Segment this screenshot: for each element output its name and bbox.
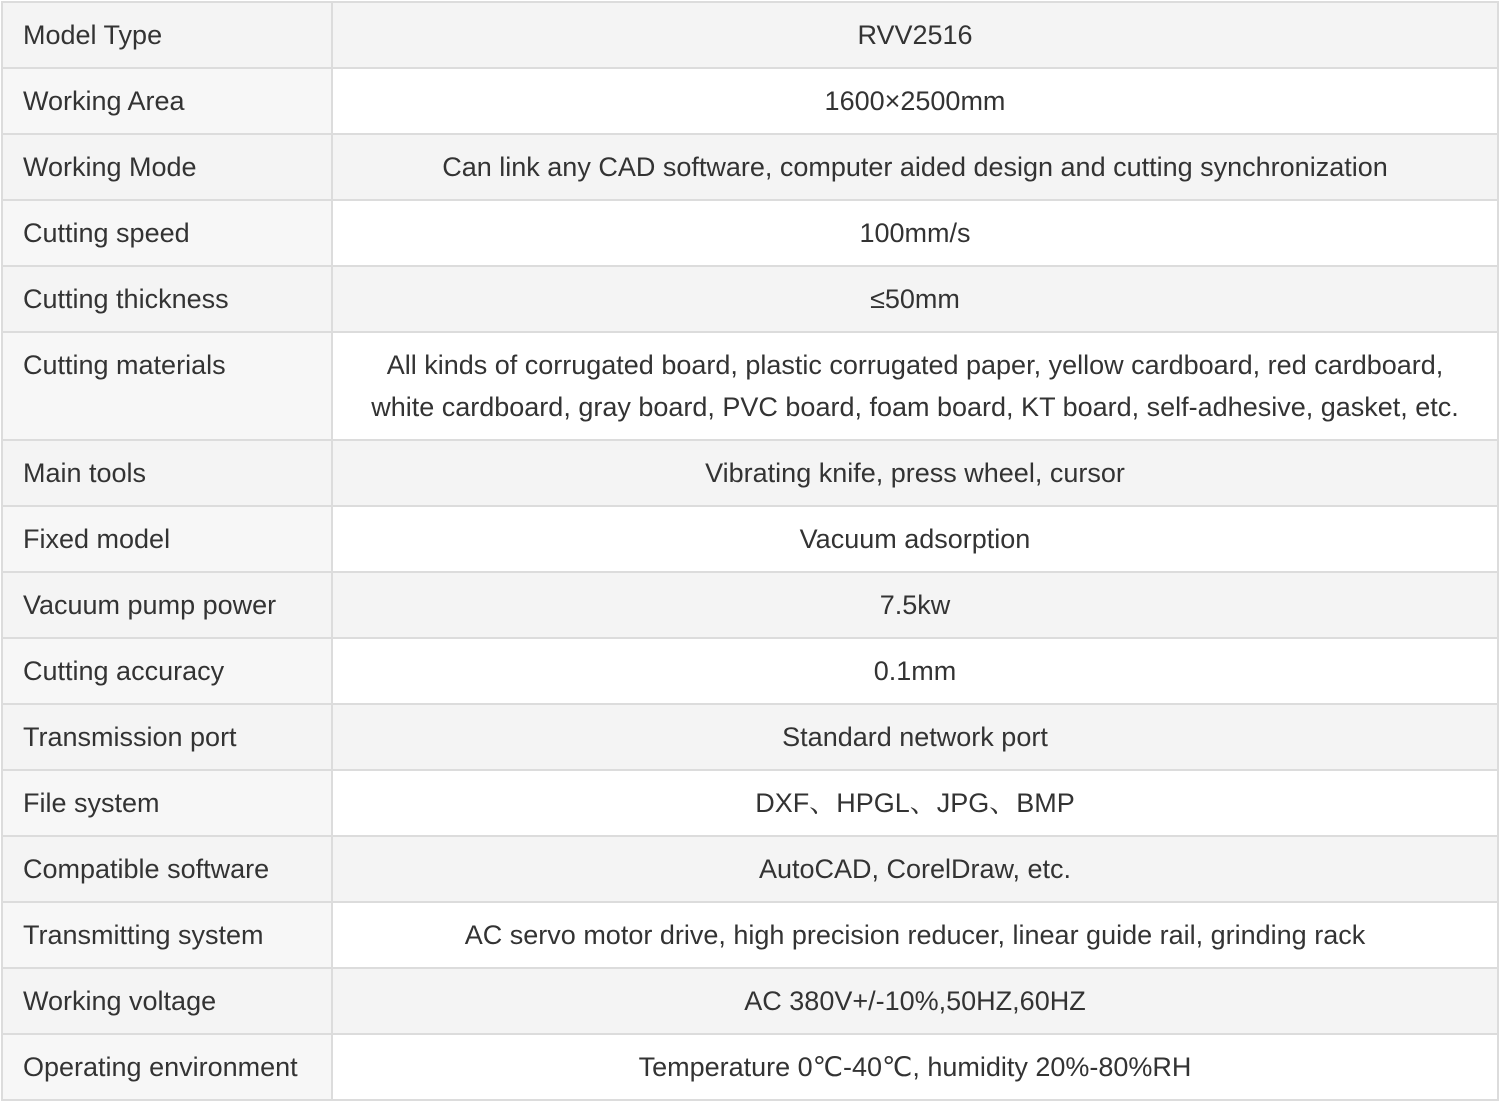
- row-value: AutoCAD, CorelDraw, etc.: [332, 836, 1498, 902]
- table-row: [2, 266, 1498, 332]
- row-label: Cutting thickness: [2, 266, 332, 332]
- row-label: Vacuum pump power: [2, 572, 332, 638]
- row-value: AC servo motor drive, high precision reducer, linear guide rail, grinding rack: [332, 902, 1498, 968]
- row-value: RVV2516: [332, 2, 1498, 68]
- row-value: ≤50mm: [332, 266, 1498, 332]
- row-value: Vibrating knife, press wheel, cursor: [332, 440, 1498, 506]
- table-row: [2, 68, 1498, 134]
- row-value-line: All kinds of corrugated board, plastic corrugated paper, yellow cardboard, red cardboard,: [386, 350, 1444, 380]
- row-label: Compatible software: [2, 836, 332, 902]
- row-label: Cutting accuracy: [2, 638, 332, 704]
- row-label: Working voltage: [2, 968, 332, 1034]
- spec-table: [1, 1, 1499, 1101]
- row-label: Model Type: [2, 2, 332, 68]
- row-label: Operating environment: [2, 1034, 332, 1100]
- row-label: File system: [2, 770, 332, 836]
- row-label: Cutting speed: [2, 200, 332, 266]
- table-row: [2, 2, 1498, 68]
- table-row: [2, 968, 1498, 1034]
- row-value-line: white cardboard, gray board, PVC board, foam board, KT board, self-adhesive, gasket, etc.: [371, 392, 1459, 422]
- table-row: [2, 1034, 1498, 1100]
- table-row: [2, 440, 1498, 506]
- table-row: [2, 770, 1498, 836]
- row-label: Transmitting system: [2, 902, 332, 968]
- row-value: Temperature 0℃-40℃, humidity 20%-80%RH: [332, 1034, 1498, 1100]
- table-row: [2, 134, 1498, 200]
- row-value: 1600×2500mm: [332, 68, 1498, 134]
- row-value: 0.1mm: [332, 638, 1498, 704]
- row-value: Standard network port: [332, 704, 1498, 770]
- table-row: [2, 638, 1498, 704]
- row-value: Can link any CAD software, computer aided design and cutting synchronization: [332, 134, 1498, 200]
- table-row: [2, 704, 1498, 770]
- row-label: Main tools: [2, 440, 332, 506]
- table-row: [2, 572, 1498, 638]
- row-label: Fixed model: [2, 506, 332, 572]
- table-row: [2, 200, 1498, 266]
- table-row: [2, 902, 1498, 968]
- row-value: AC 380V+/-10%,50HZ,60HZ: [332, 968, 1498, 1034]
- row-value: [332, 332, 1498, 440]
- table-row: [2, 332, 1498, 440]
- row-value: 100mm/s: [332, 200, 1498, 266]
- table-row: [2, 836, 1498, 902]
- row-label: Working Area: [2, 68, 332, 134]
- row-label: Transmission port: [2, 704, 332, 770]
- row-label: Cutting materials: [2, 332, 332, 440]
- row-value: 7.5kw: [332, 572, 1498, 638]
- row-label: Working Mode: [2, 134, 332, 200]
- row-value: Vacuum adsorption: [332, 506, 1498, 572]
- table-row: [2, 506, 1498, 572]
- row-value: DXF、HPGL、JPG、BMP: [332, 770, 1498, 836]
